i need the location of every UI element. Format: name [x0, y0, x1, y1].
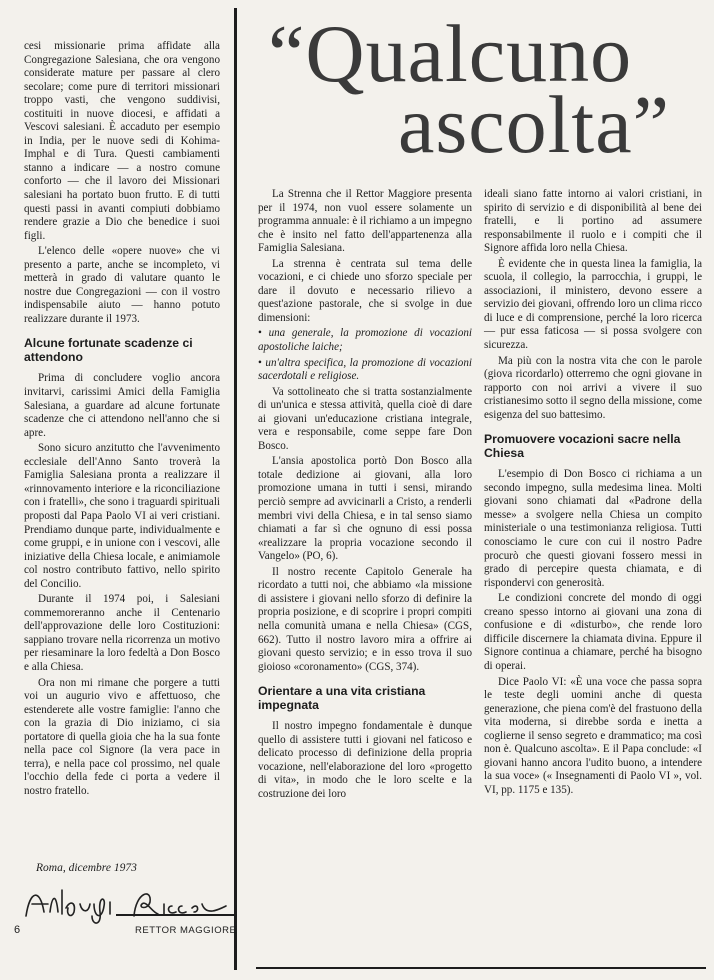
- handwritten-signature: [22, 882, 232, 924]
- paragraph: Sono sicuro anzitutto che l'avvenimento ecclesiale dell'Anno Santo troverà la Famiglia Salesiana pronta a realizzare il «rinnovamento interiore e la riconciliazione con i fratelli», che sono i traguardi spirituali proposti dal Papa Paolo VI ai veri cristiani. Prendiamo dunque parte, individualmente e come gruppi, e in unione con i vescovi, alle iniziative della Chiesa locale, e animiamole col nostro contributo fattivo, nello spirito del Concilio.: [24, 442, 220, 590]
- article-title: [256, 8, 706, 170]
- paragraph: La Strenna che il Rettor Maggiore presenta per il 1974, non vuol essere solamente un programma annuale: è il richiamo a un impegno che è insito nel fatto dell'appartenenza alla Famiglia Salesiana.: [258, 188, 472, 255]
- paragraph: La strenna è centrata sul tema delle vocazioni, e ci chiede uno sforzo speciale per dare il dovuto e necessario rilievo a quest'azione pastorale, che si svolge in due dimensioni:: [258, 257, 472, 324]
- paragraph: Prima di concludere voglio ancora invitarvi, carissimi Amici della Famiglia Salesiana, a guardare ad alcune fortunate scadenze che ci attendono nell'anno che si apre.: [24, 372, 220, 439]
- paragraph: L'elenco delle «opere nuove» che vi presento a parte, anche se incompleto, vi metterà in grado di valutare quanto le nostre due Congregazioni — con il vostro indispensabile aiuto — hanno potuto realizzare durante il 1973.: [24, 245, 220, 325]
- paragraph: Durante il 1974 poi, i Salesiani commemoreranno anche il Centenario dell'approvazione delle loro Costituzioni: sappiano trovare nella ricorrenza un motivo per riesaminare la loro fedeltà a Don Bosco e alla Chiesa.: [24, 593, 220, 673]
- paragraph: Il nostro impegno fondamentale è dunque quello di assistere tutti i giovani nel faticoso e delicato processo di definizione della propria vocazione, nell'elaborazione del loro «progetto di vita», in modo che le loro scelte e la costruzione dei loro: [258, 720, 472, 800]
- left-column: [24, 40, 220, 800]
- bullet-item: [258, 327, 472, 354]
- bullet-item: [258, 357, 472, 384]
- page-number: 6: [14, 924, 21, 936]
- paragraph: ideali siano fatte intorno ai valori cristiani, in spirito di servizio e di disponibilità al bene dei fratelli, e li portino ad assumere responsabilmente il ruolo e i compiti che il Signore affida loro nella Chiesa.: [484, 188, 702, 255]
- section-heading: Orientare a una vita cristiana impegnata: [258, 684, 426, 713]
- signature-underline: [116, 914, 234, 916]
- paragraph: cesi missionarie prima affidate alla Congregazione Salesiana, che ora vengono considerate mature per passare al clero secolare; come pure di territori missionari troppo vasti, che vengono suddivisi, costituiti in nuove diocesi, e affidati a Vescovi salesiani. È accaduto per esempio in India, per le nuove sedi di Kohima-Imphal e di Tura. Questi cambiamenti stanno a indicare — a nostro comune conforto — che il lavoro dei Missionari salesiani ha portato buon frutto. E di tutti questi passi in avanti compiuti dobbiamo rendere grazie a Dio che benedice i suoi figli.: [24, 40, 220, 242]
- paragraph: L'esempio di Don Bosco ci richiama a un secondo impegno, sulla medesima linea. Molti giovani sono chiamati dal «Padrone della messe» a svolgere nella Chiesa un compito ministeriale o una testimonianza religiosa. Tutti conosciamo le cure con cui il nostro Padre procurò che questi giovani fossero messi in grado di percepire questa chiamata, e di rispondervi con generosità.: [484, 468, 702, 589]
- bottom-rule: [256, 967, 706, 969]
- paragraph: L'ansia apostolica portò Don Bosco alla totale dedizione ai giovani, alla loro promozione umana in tutti i sensi, mirando perciò sempre ad avvicinarli a Cristo, a renderli membri vivi della Chiesa, e in tal senso siamo chiamati a far sì che ognuno di essi possa «realizzare la propria vocazione secondo il Vangelo» (PO, 6).: [258, 455, 472, 563]
- letter-date: Roma, dicembre 1973: [36, 862, 137, 874]
- title-line-1: “Qualcuno: [268, 8, 633, 99]
- paragraph: Ma più con la nostra vita che con le parole (giova ricordarlo) otterremo che ogni giovane in rapporto con noi arrivi a vivere il suo cristianesimo sotto il segno della missione, come esigenza del suo battesimo.: [484, 354, 702, 421]
- paragraph: Ora non mi rimane che porgere a tutti voi un augurio vivo e affettuoso, che estenderete alle vostre famiglie: l'anno che con la grazia di Dio iniziamo, ci sia portatore di quella gioia che ha la sua fonte nella pace col Signore (la vera pace in terra), e nella pace col prossimo, nel quale l'occhio della fede ci porta a vedere il nostro fratello.: [24, 676, 220, 797]
- section-heading: Promuovere vocazioni sacre nella Chiesa: [484, 432, 681, 461]
- right-column: [484, 188, 702, 799]
- paragraph: È evidente che in questa linea la famiglia, la scuola, il collegio, la parrocchia, i gruppi, le associazioni, il ministero, devono essere a servizio dei giovani, offrendo loro un clima ricco di luce e di comprensione, perché la loro ricerca — pur essa faticosa — si possa svolgere con sicurezza.: [484, 257, 702, 352]
- paragraph: Il nostro recente Capitolo Generale ha ricordato a tutti noi, che abbiamo «la missione di assistere i giovani nello sforzo di definire la propria posizione, e di scoprire i propri compiti nella comunità umana e nella Chiesa» (CGS, 662). Tutto il nostro lavoro mira a offrire ai giovani questo servizio; e in esso trova il suo gioioso «coronamento» (CGS, 374).: [258, 565, 472, 673]
- paragraph: Va sottolineato che si tratta sostanzialmente di un'unica e stessa attività, quella cioè di dare ai giovani un'educazione cristiana integrale, vera e responsabile, come seppe fare Don Bosco.: [258, 385, 472, 452]
- title-line-2: ascolta”: [397, 79, 670, 170]
- bullet-text: una generale, la promozione di vocazioni apostoliche laiche;: [258, 327, 472, 354]
- signature-role: RETTOR MAGGIORE: [135, 925, 237, 936]
- column-divider-rule: [234, 8, 237, 970]
- section-heading: Alcune fortunate scadenze ci attendono: [24, 336, 193, 365]
- bullet-text: un'altra specifica, la promozione di vocazioni sacerdotali e religiose.: [258, 356, 472, 383]
- paragraph: Le condizioni concrete del mondo di oggi creano spesso intorno ai giovani una zona di confusione e di «disturbo», che rende loro difficile discernere la chiamata divina. Eppure il Signore continua a chiamare, perché ha bisogno di operai.: [484, 592, 702, 672]
- paragraph: Dice Paolo VI: «È una voce che passa sopra le teste degli uomini anche di questa generazione, che piena com'è del frastuono della vita moderna, si direbbe sorda e inetta a coglierne il senso segreto e drammatico; ma così non è. Qualcuno ascolta». E il Papa conclude: «I giovani hanno ancora l'udito buono, a intendere la sua voce» (« Insegnamenti di Paolo VI », vol. VI, pp. 1175 e 135).: [484, 675, 702, 796]
- middle-column: [258, 188, 472, 803]
